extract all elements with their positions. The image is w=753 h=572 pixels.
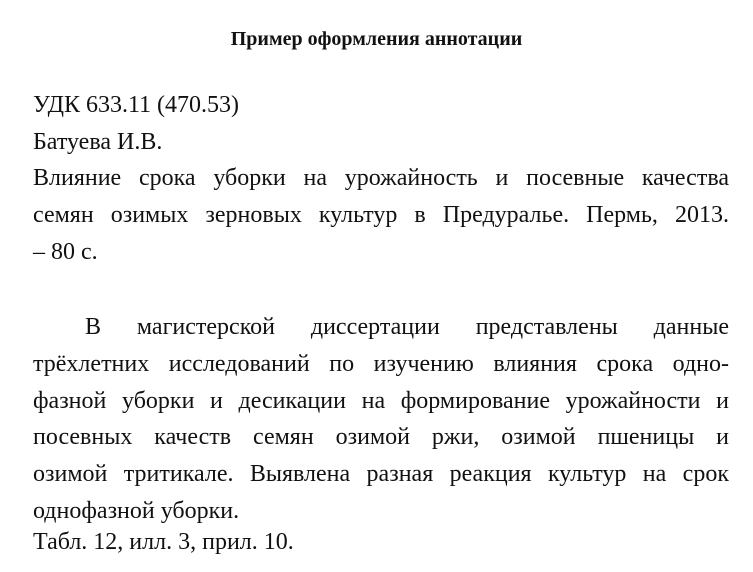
title-line: Влияние срока уборки на урожайность и посевные качества	[33, 165, 729, 191]
udk-line: УДК 633.11 (470.53)	[33, 92, 240, 118]
tables-info	[33, 524, 729, 561]
abstract-line: фазной уборки и десикации на формирование урожайности и	[33, 387, 729, 414]
work-title	[33, 160, 729, 270]
title-line: семян озимых зерновых культур в Предуралье. Пермь, 2013.	[33, 201, 729, 228]
tables-info-line: Табл. 12, илл. 3, прил. 10.	[33, 529, 294, 555]
author-line: Батуева И.В.	[33, 129, 163, 155]
abstract-line: В магистерской диссертации представлены данные	[85, 314, 729, 340]
abstract-line: озимой тритикале. Выявлена разная реакция культур на срок	[33, 461, 729, 488]
title-line: – 80 с.	[33, 238, 98, 265]
abstract-line: трёхлетних исследований по изучению влияния срока одно-	[33, 350, 729, 377]
abstract-line: однофазной уборки.	[33, 497, 240, 524]
udk-code	[33, 87, 729, 124]
abstract-line: посевных качеств семян озимой ржи, озимой пшеницы и	[33, 424, 729, 451]
abstract-text	[33, 309, 729, 530]
author-name	[33, 124, 729, 161]
page-heading: Пример оформления аннотации	[230, 28, 523, 50]
